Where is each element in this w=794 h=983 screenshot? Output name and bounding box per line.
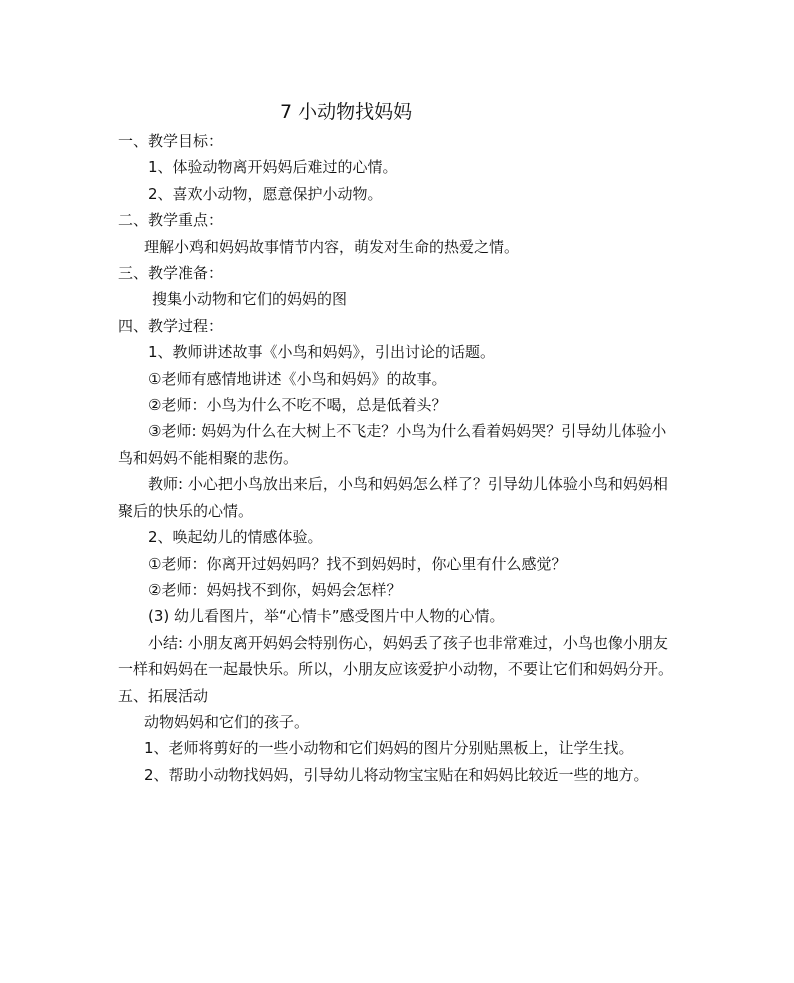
process-step-2: 2、唤起幼儿的情感体验。 [148,528,323,547]
document-body [118,128,678,788]
section-heading-focus: 二、教学重点： [118,211,224,230]
process-step-1b: ②老师：小鸟为什么不吃不喝，总是低着头？ [148,396,447,415]
process-step-2b: ②老师：妈妈找不到你，妈妈会怎样？ [148,580,402,599]
section-heading-extension: 五、拓展活动 [118,686,209,705]
process-summary: 小结: 小朋友离开妈妈会特别伤心，妈妈丢了孩子也非常难过，小鸟也像小朋友一样和妈妈在一起最快乐。所以，小朋友应该爱护小动物，不要让它们和妈妈分开。 [118,633,674,679]
extension-item-2: 2、帮助小动物找妈妈，引导幼儿将动物宝宝贴在和妈妈比较近一些的地方。 [144,765,649,784]
process-step-3: (3) 幼儿看图片，举“心情卡”感受图片中人物的心情。 [148,607,505,626]
focus-text: 理解小鸡和妈妈故事情节内容，萌发对生命的热爱之情。 [144,237,520,256]
process-step-1a: ①老师有感情地讲述《小鸟和妈妈》的故事。 [148,369,447,388]
section-heading-process: 四、教学过程： [118,316,224,335]
process-step-1d: 教师: 小心把小鸟放出来后，小鸟和妈妈怎么样了？引导幼儿体验小鸟和妈妈相聚后的快乐的心情。 [118,475,668,520]
section-heading-goals: 一、教学目标： [118,132,224,150]
extension-text: 动物妈妈和它们的孩子。 [144,712,310,731]
process-step-1: 1、教师讲述故事《小鸟和妈妈》，引出讨论的话题。 [148,343,496,362]
process-step-1c: ③老师: 妈妈为什么在大树上不飞走？小鸟为什么看着妈妈哭？引导幼儿体验小鸟和妈妈不能相聚的悲伤。 [118,422,667,467]
goal-item-2: 2、喜欢小动物，愿意保护小动物。 [148,184,383,203]
section-heading-preparation: 三、教学准备： [118,264,224,283]
process-step-2a: ①老师：你离开过妈妈吗？找不到妈妈时，你心里有什么感觉？ [148,554,567,573]
document-title: 7 小动物找妈妈 [280,101,413,123]
extension-item-1: 1、老师将剪好的一些小动物和它们妈妈的图片分别贴黑板上，让学生找。 [144,739,634,758]
goal-item-1: 1、体验动物离开妈妈后难过的心情。 [148,158,398,177]
preparation-text: 搜集小动物和它们的妈妈的图 [152,290,348,309]
